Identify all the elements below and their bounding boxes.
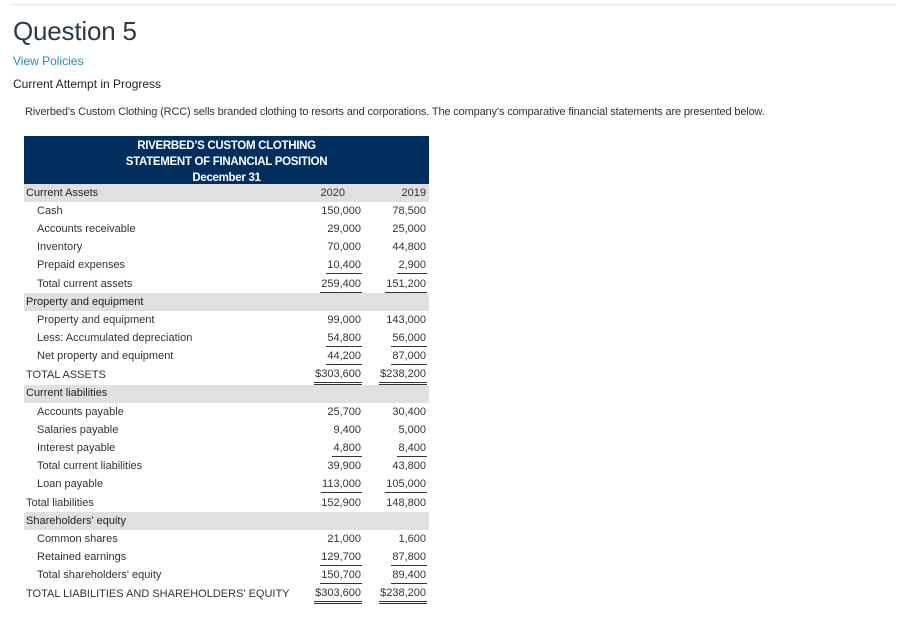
cell-value: 150,700 [320, 568, 362, 584]
value-2020 [305, 220, 364, 238]
cell-value: $238,200 [379, 367, 427, 385]
row-label: Retained earnings [37, 551, 127, 564]
column-gap [364, 530, 371, 548]
value-2019 [371, 567, 429, 585]
value-2019 [371, 330, 429, 348]
row-label: Total liabilities [26, 496, 94, 509]
section-row [24, 293, 429, 311]
value-2020 [305, 311, 364, 329]
row-label: Total shareholders' equity [37, 569, 162, 582]
cell-value: 89,400 [391, 568, 427, 584]
column-gap [364, 220, 371, 238]
value-2020 [305, 330, 364, 348]
table-row [24, 202, 429, 220]
column-gap [364, 458, 371, 476]
value-2020 [305, 385, 364, 403]
cell-value: 43,800 [392, 460, 426, 473]
cell-value: 25,000 [392, 222, 426, 235]
cell-value: 10,400 [326, 258, 362, 274]
table-row [24, 311, 429, 329]
column-gap [364, 184, 371, 202]
financial-statement [24, 136, 429, 604]
value-2020 [305, 512, 364, 530]
row-label: Property and equipment [37, 313, 155, 326]
statement-name: STATEMENT OF FINANCIAL POSITION [125, 156, 328, 168]
value-2020 [305, 421, 364, 439]
table-row [24, 366, 429, 385]
value-2020 [305, 239, 364, 257]
row-label: Accounts payable [37, 405, 124, 418]
cell-value: 29,000 [327, 222, 361, 235]
statement-date: December 31 [192, 172, 261, 184]
row-label: Net property and equipment [37, 350, 174, 363]
table-row [24, 494, 429, 512]
value-2020 [305, 403, 364, 421]
table-row [24, 184, 429, 202]
row-label: TOTAL LIABILITIES AND SHAREHOLDERS' EQUITY [26, 587, 290, 600]
value-2020 [305, 293, 364, 311]
column-gap [364, 494, 371, 512]
table-row [24, 239, 429, 257]
column-gap [364, 567, 371, 585]
question-title: Question 5 [13, 16, 137, 46]
row-label: Prepaid expenses [37, 259, 126, 272]
row-label: Total current liabilities [37, 460, 143, 473]
cell-value: 152,900 [321, 496, 361, 509]
cell-value: 56,000 [391, 331, 427, 347]
column-gap [364, 330, 371, 348]
column-gap [364, 421, 371, 439]
view-policies-link[interactable]: View Policies [13, 54, 84, 68]
top-divider [12, 4, 896, 5]
value-2019 [371, 549, 429, 567]
value-2019 [371, 512, 429, 530]
row-label: Common shares [37, 532, 118, 545]
table-row [24, 220, 429, 238]
statement-header [24, 136, 429, 184]
value-2019 [371, 202, 429, 220]
row-label: Current liabilities [24, 385, 305, 403]
cell-value: 99,000 [327, 313, 361, 326]
table-row [24, 403, 429, 421]
value-2020 [305, 202, 364, 220]
value-2020 [305, 275, 364, 293]
value-2019 [371, 439, 429, 457]
cell-value: 129,700 [320, 550, 362, 566]
cell-value: 8,400 [397, 441, 427, 457]
value-2020 [305, 549, 364, 567]
value-2020 [305, 567, 364, 585]
column-gap [364, 275, 371, 293]
attempt-status: Current Attempt in Progress [13, 77, 162, 91]
cell-value: 87,000 [391, 349, 427, 365]
value-2019 [371, 184, 429, 202]
value-2019 [371, 311, 429, 329]
column-gap [364, 385, 371, 403]
cell-value: 9,400 [333, 423, 361, 436]
row-label: Less: Accumulated depreciation [37, 332, 193, 345]
cell-value: 151,200 [385, 277, 427, 293]
column-gap [364, 348, 371, 366]
cell-value: 105,000 [385, 477, 427, 493]
column-gap [364, 257, 371, 275]
column-gap [364, 512, 371, 530]
value-2020 [305, 348, 364, 366]
value-2019 [371, 530, 429, 548]
column-gap [364, 585, 371, 604]
column-gap [364, 293, 371, 311]
column-gap [364, 366, 371, 385]
table-row [24, 458, 429, 476]
value-2019 [371, 476, 429, 494]
cell-value: 143,000 [386, 313, 426, 326]
row-label: Interest payable [37, 442, 116, 455]
row-label: Salaries payable [37, 423, 119, 436]
row-label: Property and equipment [24, 293, 305, 311]
cell-value: 78,500 [392, 204, 426, 217]
value-2019 [371, 239, 429, 257]
column-gap [364, 202, 371, 220]
cell-value: 2019 [401, 186, 426, 199]
statement-table [24, 184, 429, 604]
value-2020 [305, 439, 364, 457]
cell-value: 44,200 [326, 349, 362, 365]
column-gap [364, 476, 371, 494]
cell-value: 113,000 [321, 477, 362, 493]
value-2019 [371, 366, 429, 385]
cell-value: 5,000 [398, 423, 426, 436]
table-row [24, 348, 429, 366]
section-row [24, 385, 429, 403]
value-2019 [371, 458, 429, 476]
value-2020 [305, 257, 364, 275]
cell-value: 54,800 [326, 331, 362, 347]
value-2020 [305, 494, 364, 512]
row-label: Current Assets [24, 184, 305, 202]
table-row [24, 530, 429, 548]
cell-value: $303,600 [314, 367, 362, 385]
table-row [24, 439, 429, 457]
value-2020 [305, 366, 364, 385]
value-2020 [305, 585, 364, 604]
value-2020 [305, 458, 364, 476]
cell-value: 39,900 [327, 460, 361, 473]
column-gap [364, 549, 371, 567]
section-row [24, 512, 429, 530]
cell-value: 87,800 [391, 550, 427, 566]
table-row [24, 549, 429, 567]
cell-value: 2020 [320, 186, 345, 199]
value-2019 [371, 385, 429, 403]
value-2019 [371, 293, 429, 311]
table-row [24, 257, 429, 275]
row-label: Loan payable [37, 478, 104, 491]
row-label: Cash [37, 204, 63, 217]
table-row [24, 567, 429, 585]
question-intro: Riverbed’s Custom Clothing (RCC) sells branded clothing to resorts and corporations. The company’s comparative financial statements are presented below. [25, 106, 765, 118]
value-2019 [371, 585, 429, 604]
row-label: TOTAL ASSETS [26, 368, 106, 381]
cell-value: 21,000 [327, 532, 361, 545]
cell-value: 1,600 [398, 532, 426, 545]
cell-value: 150,000 [321, 204, 361, 217]
value-2020 [305, 530, 364, 548]
table-row [24, 585, 429, 604]
value-2020 [305, 476, 364, 494]
row-label: Shareholders' equity [24, 512, 305, 530]
value-2019 [371, 494, 429, 512]
value-2019 [371, 403, 429, 421]
row-label: Accounts receivable [37, 222, 136, 235]
cell-value: 2,900 [397, 258, 427, 274]
value-2019 [371, 421, 429, 439]
column-gap [364, 403, 371, 421]
cell-value: $303,600 [314, 586, 362, 604]
value-2019 [371, 348, 429, 366]
value-2019 [371, 220, 429, 238]
cell-value: 148,800 [386, 496, 426, 509]
cell-value: 259,400 [320, 277, 362, 293]
table-row [24, 476, 429, 494]
cell-value: 30,400 [392, 405, 426, 418]
row-label: Inventory [37, 241, 83, 254]
cell-value: 70,000 [327, 241, 361, 254]
column-gap [364, 439, 371, 457]
statement-company: RIVERBED’S CUSTOM CLOTHING [137, 140, 316, 152]
value-2019 [371, 275, 429, 293]
cell-value: 44,800 [392, 241, 426, 254]
table-row [24, 275, 429, 293]
row-label: Total current assets [37, 277, 133, 290]
table-row [24, 421, 429, 439]
column-gap [364, 311, 371, 329]
column-gap [364, 239, 371, 257]
value-2020 [305, 184, 364, 202]
table-row [24, 330, 429, 348]
value-2019 [371, 257, 429, 275]
cell-value: 25,700 [327, 405, 361, 418]
cell-value: $238,200 [379, 586, 427, 604]
cell-value: 4,800 [332, 441, 362, 457]
